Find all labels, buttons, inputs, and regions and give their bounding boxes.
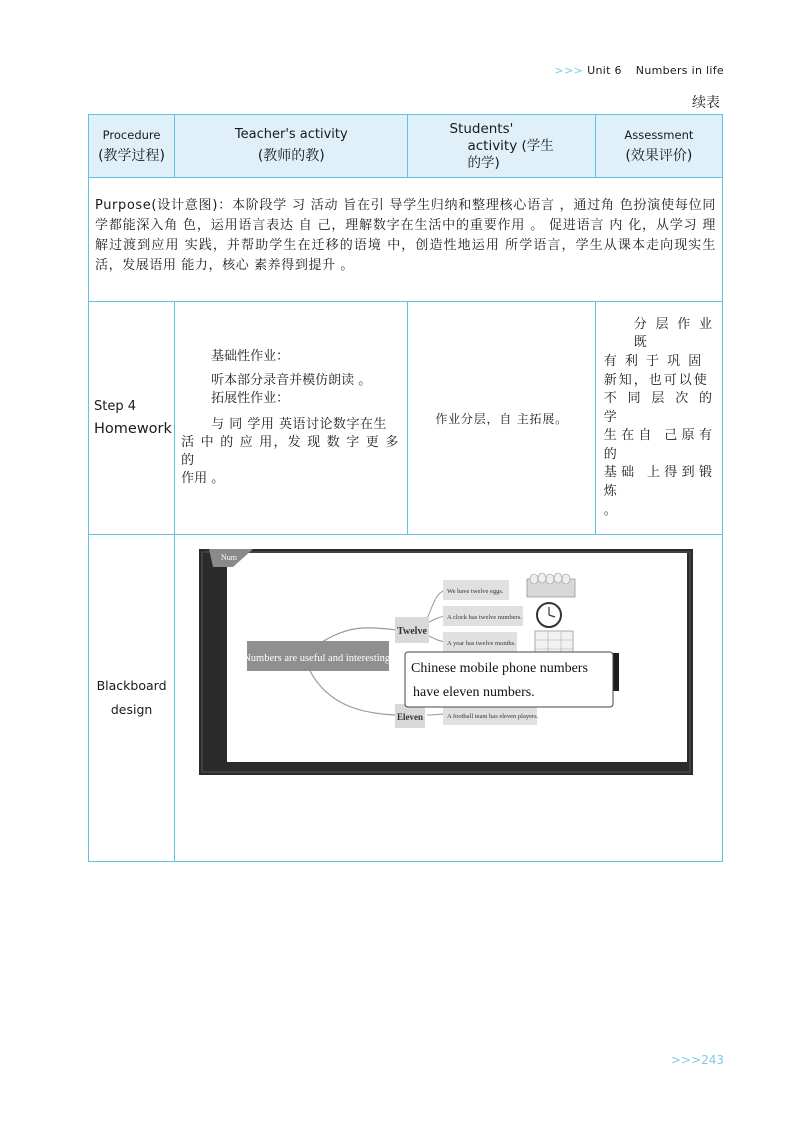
assessment-en: Assessment [624, 128, 694, 142]
purpose-row [89, 178, 723, 302]
students-head-line3: 的学) [467, 154, 500, 171]
students-hw-text: 作业分层，自 主拓展。 [435, 411, 568, 426]
homework-row [89, 302, 723, 535]
students-head-line1: Students' [449, 120, 514, 137]
callout-line1: Chinese mobile phone numbers [411, 661, 589, 676]
purpose-text: Purpose(设计意图)：本阶段学 习 活动 旨在引 导学生归纳和整理核心语言 ，通过角 色扮演使每位同 学都能深入角 色，运用语言表达 自 己，理解数字在生活中的重要作用 。 促进语言 内 化，从学习 理解过渡到应用 实践，并帮助学生在迁移的语境 中，创造性地运用 所学语言，学生从课本走向现实生活，发展语用 能力，核心 素养得到提升 。 [95, 198, 716, 273]
teacher-hw-line1: 基础性作业： [211, 349, 290, 364]
unit-title: Numbers in life [635, 64, 724, 77]
assess-hw-line7: 。 [603, 502, 619, 518]
header-teacher [175, 115, 408, 178]
students-head-line2: activity (学生 [467, 137, 554, 154]
callout-line2: have eleven numbers. [413, 685, 535, 700]
blackboard-design-cell [175, 535, 723, 862]
assessment-cn: (效果评价) [625, 148, 693, 164]
page-number: >>>243 [670, 1053, 724, 1067]
clock-picture [537, 603, 561, 627]
blackboard-image [199, 549, 693, 775]
header-procedure [89, 115, 175, 178]
blackboard-label-cell [89, 535, 175, 862]
assess-hw-line1: 分层作业 既 [633, 316, 714, 351]
step-name: Homework [94, 421, 172, 437]
teacher-hw-line2: 听本部分录音并模仿朗读 。 [211, 373, 372, 388]
assess-hw-line3: 新知，也可以使 [603, 372, 709, 388]
blackboard-label-line1: Blackboard [96, 678, 167, 693]
unit-label: Unit 6 [587, 64, 622, 77]
step-number: Step 4 [94, 399, 137, 414]
egg-carton-picture [527, 573, 575, 597]
assess-hw-line2: 有 利 于 巩 固 [603, 353, 704, 369]
procedure-cn: (教学过程) [98, 148, 166, 164]
procedure-en: Procedure [102, 128, 161, 142]
homework-step-cell [89, 302, 175, 535]
leaf-football-text: A football team has eleven players. [447, 713, 539, 720]
homework-teacher-cell [175, 302, 408, 535]
center-node-text: Numbers are useful and interesting. [243, 653, 393, 664]
running-header [555, 64, 724, 77]
header-arrows: >>> [554, 64, 584, 77]
header-students [408, 115, 595, 178]
homework-assessment-cell [595, 302, 722, 535]
branch-twelve-text: Twelve [397, 626, 428, 637]
leaf-clock-text: A clock has twelve numbers. [447, 614, 523, 621]
assess-hw-line5: 生在自 己原有的 [603, 428, 714, 462]
branch-eleven-text: Eleven [397, 712, 424, 722]
purpose-cell [89, 178, 723, 302]
leaf-months-text: A year has twelve months. [447, 640, 516, 647]
lesson-table [88, 114, 723, 862]
assess-hw-line6: 基础 上得到锻炼 [603, 465, 714, 500]
continued-label: 续表 [692, 95, 720, 111]
blackboard-label-line2: design [110, 702, 153, 717]
blackboard-row [89, 535, 723, 862]
teacher-hw-line5: 活 中 的 应 用，发 现 数 字 更 多 的 [181, 435, 400, 468]
leaf-eggs-text: We have twelve eggs. [447, 588, 504, 595]
teacher-en: Teacher's activity [234, 127, 348, 142]
teacher-hw-line3: 拓展性作业： [211, 391, 290, 406]
teacher-hw-line4: 与 同 学用 英语讨论数字在生 [211, 417, 388, 432]
homework-students-cell [408, 302, 595, 535]
header-assessment [595, 115, 722, 178]
assess-hw-line4: 不 同 层 次 的 学 [603, 391, 714, 425]
teacher-cn: (教师的教) [257, 148, 325, 164]
teacher-hw-line6: 作用 。 [181, 471, 225, 486]
corner-tag-text: Num [221, 553, 238, 562]
table-header-row [89, 115, 723, 178]
